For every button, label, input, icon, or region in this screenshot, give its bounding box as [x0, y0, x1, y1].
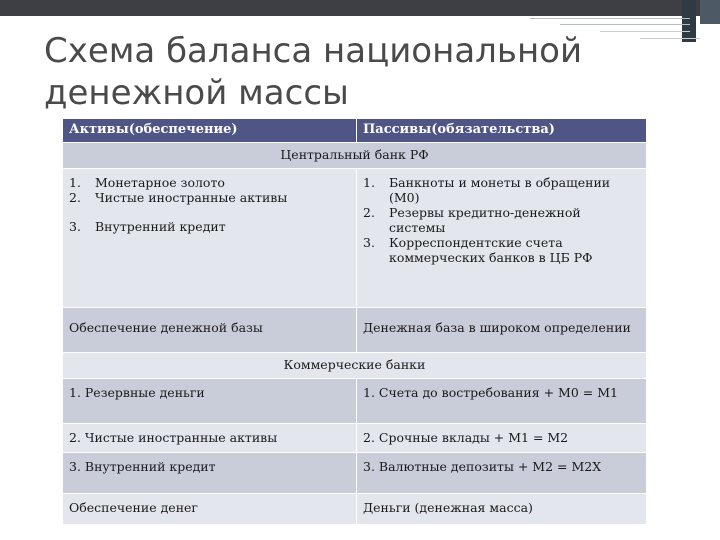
list-item-text: Банкноты и монеты в обращении (М0): [389, 175, 611, 205]
commercial-liabilities-cell: [357, 379, 647, 424]
table-row: [63, 453, 647, 494]
slide-title-line1: Схема баланса национальной: [44, 31, 583, 71]
central-bank-total-assets: [63, 308, 357, 353]
total-assets-text: Обеспечение денежной базы: [69, 320, 263, 335]
list-item-number: 1.: [69, 175, 81, 190]
list-item-text: Резервы кредитно-денежной системы: [389, 205, 581, 235]
list-item: [69, 190, 350, 205]
commercial-liabilities-cell: [357, 424, 647, 453]
section-title-commercial-banks: Коммерческие банки: [63, 353, 647, 379]
top-accent-block: [682, 0, 696, 42]
commercial-liabilities-cell: [357, 494, 647, 525]
central-bank-total-row: [63, 308, 647, 353]
table-row: [63, 379, 647, 424]
list-item: [363, 235, 640, 265]
commercial-assets-cell: [63, 453, 357, 494]
cell-text: Обеспечение денег: [69, 500, 198, 515]
decor-line: [640, 38, 700, 39]
list-item-text: Чистые иностранные активы: [95, 190, 288, 205]
list-item-number: 3.: [363, 235, 375, 250]
decor-line: [530, 18, 690, 19]
commercial-assets-cell: [63, 379, 357, 424]
decor-line: [560, 24, 690, 25]
cell-text: 3. Внутренний кредит: [69, 459, 216, 474]
total-liabilities-text: Денежная база в широком определении: [363, 320, 631, 335]
list-item-number: 2.: [69, 190, 81, 205]
central-bank-assets-list: [69, 175, 350, 234]
commercial-assets-cell: [63, 494, 357, 525]
cell-text: Деньги (денежная масса): [363, 500, 533, 515]
list-item-number: 2.: [363, 205, 375, 220]
header-liabilities: Пассивы(обязательства): [357, 119, 647, 143]
top-corner-block: [700, 0, 720, 24]
cell-text: 1. Счета до востребования + М0 = М1: [363, 385, 618, 400]
balance-table: [62, 118, 647, 525]
list-item: [363, 175, 640, 205]
central-bank-liabilities-list: [363, 175, 640, 265]
list-item-number: 3.: [69, 219, 81, 234]
table-row: [63, 494, 647, 525]
top-dark-band: [0, 0, 700, 16]
commercial-assets-cell: [63, 424, 357, 453]
cell-text: 3. Валютные депозиты + М2 = М2Х: [363, 459, 602, 474]
header-assets: Активы(обеспечение): [63, 119, 357, 143]
central-bank-liabilities-cell: [357, 169, 647, 308]
central-bank-assets-cell: [63, 169, 357, 308]
list-item-text: Монетарное золото: [95, 175, 225, 190]
table-row: [63, 424, 647, 453]
section-row-central-bank: [63, 143, 647, 169]
cell-text: 2. Срочные вклады + М1 = М2: [363, 430, 569, 445]
central-bank-items-row: [63, 169, 647, 308]
list-item-text: Внутренний кредит: [95, 219, 226, 234]
section-row-commercial-banks: [63, 353, 647, 379]
commercial-liabilities-cell: [357, 453, 647, 494]
list-item-text: Корреспондентские счета коммерческих банков в ЦБ РФ: [389, 235, 593, 265]
table-header-row: [63, 119, 647, 143]
list-item: [69, 219, 350, 234]
slide-title-line2: денежной массы: [44, 73, 349, 113]
cell-text: 2. Чистые иностранные активы: [69, 430, 278, 445]
slide-title: [44, 30, 582, 114]
section-title-central-bank: Центральный банк РФ: [63, 143, 647, 169]
decor-line: [600, 31, 690, 32]
list-item: [363, 205, 640, 235]
cell-text: 1. Резервные деньги: [69, 385, 205, 400]
list-item: [69, 175, 350, 190]
top-decoration-bar: [0, 0, 720, 16]
central-bank-total-liabilities: [357, 308, 647, 353]
list-item-number: 1.: [363, 175, 375, 190]
